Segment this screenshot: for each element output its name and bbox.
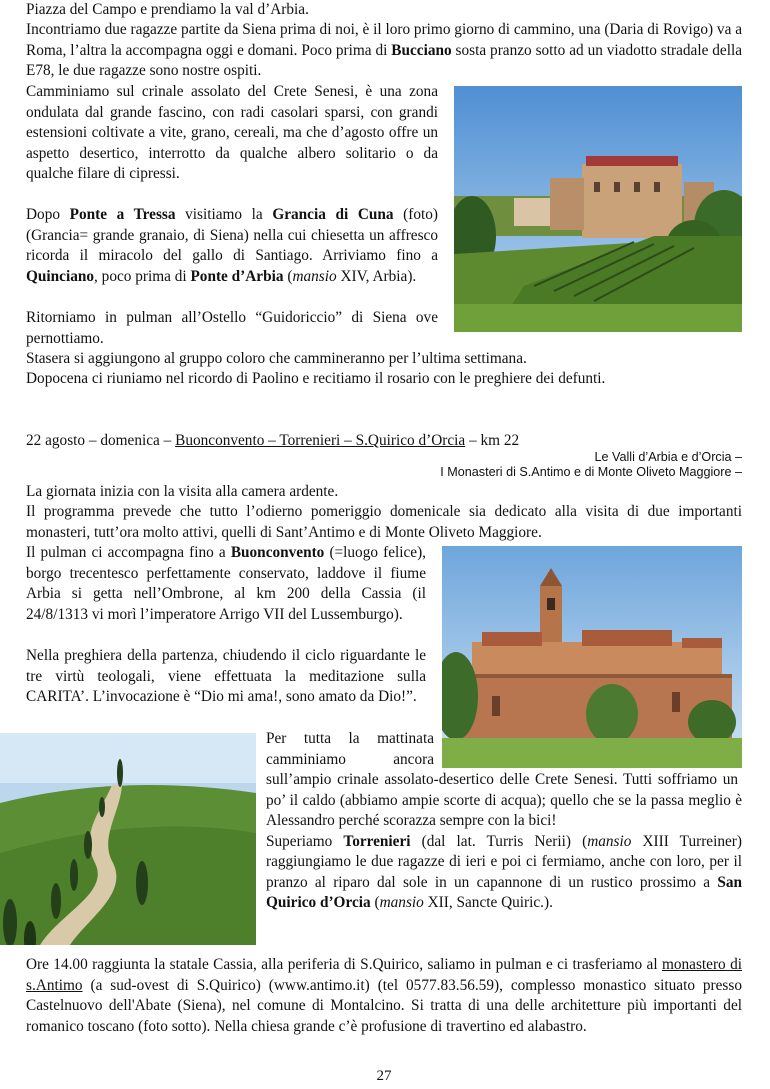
girls-paragraph: Incontriamo due ragazze partite da Siena prima di noi, è il loro primo giorno di cammino, una (Daria di Rovigo) va a Roma, l’altra la accompagna oggi e domani. Poco prima di Bucciano sosta pranzo sotto ad un viadotto stradale della E78, le due ragazze sono nostre ospiti.: [26, 21, 743, 79]
route-title: Buonconvento – Torrenieri – S.Quirico d’Orcia: [175, 432, 466, 449]
subtitle-line-2: I Monasteri di S.Antimo e di Monte Oliveto Maggiore –: [440, 465, 742, 479]
giornata-paragraph: La giornata inizia con la visita alla camera ardente.: [26, 483, 339, 500]
wrap-spacer: [434, 729, 742, 768]
pulman-paragraph: Il pulman ci accompagna fino a Buonconvento (=luogo felice), borgo trecentesco perfettamente conservato, laddove il fiume Arbia si getta nell’Ombrone, al km 200 della Cassia (il 24/8/1313 vi morì l’imperatore Arrigo VII del Lussemburgo).: [26, 544, 426, 623]
document-page: [26, 0, 742, 1089]
crinale-paragraph: Camminiamo sul crinale assolato del Crete Senesi, è una zona ondulata dal grande fascino, con radi casolari sparsi, con grandi estensioni coltivate a vite, grano, cereali, ma che d’agosto offre un aspetto desertico, interrotto da qualche albero solitario o da qualche filare di cipressi.: [26, 83, 438, 182]
place-bucciano: Bucciano: [391, 41, 452, 59]
grancia-paragraph: Dopo Ponte a Tressa visitiamo la Grancia di Cuna (foto) (Grancia= grande granaio, di Siena) nella cui chiesetta un affresco ricorda il miracolo del gallo di Santiago. Arriviamo fino a Quinciano, poco prima di Ponte d’Arbia (mansio XIV, Arbia).: [26, 206, 439, 285]
stasera-paragraph: Stasera si aggiungono al gruppo coloro che cammineranno per l’ultima settimana.: [26, 350, 527, 367]
place-ponte-a-tressa: Ponte a Tressa: [69, 206, 176, 223]
monastero-s-antimo: monastero di s.Antimo: [26, 956, 742, 994]
place-quinciano: Quinciano: [26, 267, 95, 285]
page-number: 27: [376, 1068, 392, 1084]
grancia-di-cuna-photo: [454, 86, 742, 332]
wrap-spacer-2: [738, 768, 742, 788]
place-ponte-d-arbia: Ponte d’Arbia: [190, 267, 284, 285]
mattinata-block: [266, 729, 742, 955]
programma-paragraph: Il programma prevede che tutto l’odierno pomeriggio domenicale sia dedicato alla visita di due importanti monasteri, tutt’ora molto attivi, quelli di Sant’Antimo e di Monte Oliveto Maggiore.: [26, 503, 742, 541]
ore-paragraph: Ore 14.00 raggiunta la statale Cassia, alla periferia di S.Quirico, saliamo in pulman e ci trasferiamo al monastero di s.Antimo (a sud-ovest di S.Quirico) (www.antimo.it) (tel 0577.83.56.59), complesso monastico situato presso Castelnuovo dell'Abate (Siena), nel comune di Montalcino. Si tratta di una delle architetture più importanti del romanico toscano (foto sotto). Nella chiesa grande c’è profusione di travertino ed alabastro.: [26, 956, 742, 1035]
preghiera-paragraph: Nella preghiera della partenza, chiudendo il ciclo riguardante le tre virtù teologali, viene effettuata la meditazione sulla CARITA’. L’invocazione è “Dio mi ama!, sono amato da Dio!”.: [26, 647, 426, 705]
place-buonconvento: Buonconvento: [230, 544, 325, 561]
torrenieri-paragraph: Superiamo Torrenieri (dal lat. Turris Nerii) (mansio XIII Turreiner) raggiungiamo le due ragazze di ieri e poi ci fermiamo, anche con loro, per il pranzo al riparo dal sole in un capannone di un rustico prossimo a San Quirico d’Orcia (mansio XII, Sancte Quiric.).: [266, 832, 742, 911]
intro-paragraph: Piazza del Campo e prendiamo la val d’Arbia.: [26, 1, 309, 18]
place-san-quirico-d-orcia: San Quirico d’Orcia: [266, 873, 742, 911]
subtitle-line-1: Le Valli d’Arbia e d’Orcia –: [594, 450, 742, 464]
day-heading: 22 agosto – domenica – Buonconvento – Torrenieri – S.Quirico d’Orcia – km 22: [26, 432, 520, 449]
dopocena-paragraph: Dopocena ci riuniamo nel ricordo di Paolino e recitiamo il rosario con le preghiere dei defunti.: [26, 370, 606, 387]
place-grancia-di-cuna: Grancia di Cuna: [272, 206, 394, 223]
ritorno-paragraph: Ritorniamo in pulman all’Ostello “Guidoriccio” di Siena ove pernottiamo.: [26, 309, 438, 347]
place-torrenieri: Torrenieri: [343, 832, 411, 850]
mattinata-paragraph: Per tutta la mattinata camminiamo ancora sull’ampio crinale assolato-desertico delle Crete Senesi. Tutti soffriamo un po’ il caldo (abbiamo ampie scorte di acqua); quello che se la passa meglio è Alessandro perché scorazza sempre con la bici!: [266, 730, 742, 829]
cypress-road-photo: [0, 733, 256, 945]
